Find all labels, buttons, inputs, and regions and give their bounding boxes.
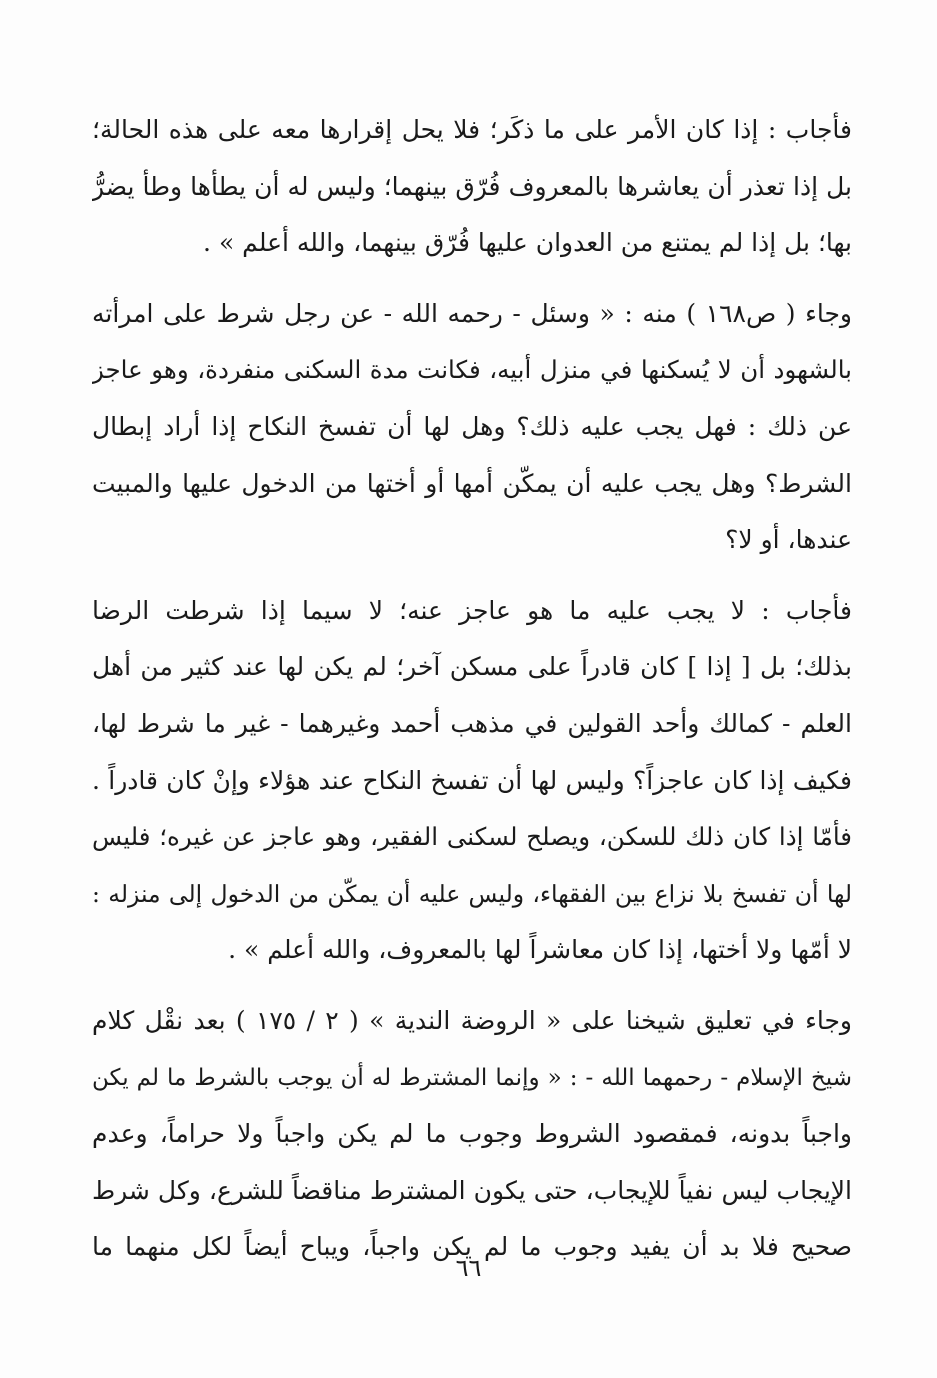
text-line: لها أن تفسخ بلا نزاع بين الفقهاء، وليس عليه أن يمكّن من الدخول إلى منزله : (92, 879, 852, 908)
text-line: الشرط؟ وهل يجب عليه أن يمكّن أمها أو أختها من الدخول عليها والمبيت (92, 468, 852, 498)
text-line: فأجاب : إذا كان الأمر على ما ذكَر؛ فلا يحل إقرارها معه على هذه الحالة؛ (92, 115, 852, 144)
text-line: الإيجاب ليس نفياً للإيجاب، حتى يكون المشترط مناقضاً للشرع، وكل شرط (92, 1175, 852, 1205)
paragraph-commentary (92, 993, 852, 1276)
text-line: لا أمّها ولا أختها، إذا كان معاشراً لها بالمعروف، والله أعلم » . (228, 935, 852, 965)
text-line: فأجاب : لا يجب عليه ما هو عاجز عنه؛ لا سيما إذا شرطت الرضا (92, 595, 852, 625)
page-number: ٦٦ (455, 1254, 482, 1282)
page-body-text (92, 102, 852, 1276)
text-line: شيخ الإسلام - رحمهما الله - : « وإنما المشترط له أن يوجب بالشرط ما لم يكن (92, 1064, 852, 1091)
text-line: صحيح فلا بد أن يفيد وجوب ما لم يكن واجباً، ويباح أيضاً لكل منهما ما (92, 1232, 852, 1262)
text-line: بل إذا تعذر أن يعاشرها بالمعروف فُرّق بينهما؛ وليس له أن يطأها وطأ يضرُّ (92, 171, 852, 201)
paragraph-answer-2 (92, 583, 852, 979)
text-line: بذلك؛ بل [ إذا ] كان قادراً على مسكن آخر؛ لم يكن لها عند كثير من أهل (92, 652, 852, 682)
text-line: واجباً بدونه، فمقصود الشروط وجوب ما لم يكن واجباً ولا حراماً، وعدم (92, 1119, 852, 1149)
text-line: فأمّا إذا كان ذلك للسكن، ويصلح لسكنى الفقير، وهو عاجز عن غيره؛ فليس (92, 822, 852, 852)
text-line: عندها، أو لا؟ (725, 525, 852, 555)
paragraph-question (92, 286, 852, 569)
text-line: عن ذلك : فهل يجب عليه ذلك؟ وهل لها أن تفسخ النكاح إذا أراد إبطال (92, 411, 852, 441)
text-line: وجاء في تعليق شيخنا على « الروضة الندية » ( ٢ / ١٧٥ ) بعد نقْل كلام (92, 1005, 852, 1035)
text-line: وجاء ( ص١٦٨ ) منه : « وسئل - رحمه الله - عن رجل شرط على امرأته (92, 298, 852, 328)
paragraph-answer-1 (92, 102, 852, 272)
text-line: العلم - كمالك وأحد القولين في مذهب أحمد وغيرهما - غير ما شرط لها، (92, 708, 852, 738)
text-line: بالشهود أن لا يُسكنها في منزل أبيه، فكانت مدة السكنى منفردة، وهو عاجز (92, 355, 852, 385)
text-line: بها؛ بل إذا لم يمتنع من العدوان عليها فُرّق بينهما، والله أعلم » . (203, 228, 852, 258)
text-line: فكيف إذا كان عاجزاً؟ وليس لها أن تفسخ النكاح عند هؤلاء وإنْ كان قادراً . (92, 765, 852, 795)
